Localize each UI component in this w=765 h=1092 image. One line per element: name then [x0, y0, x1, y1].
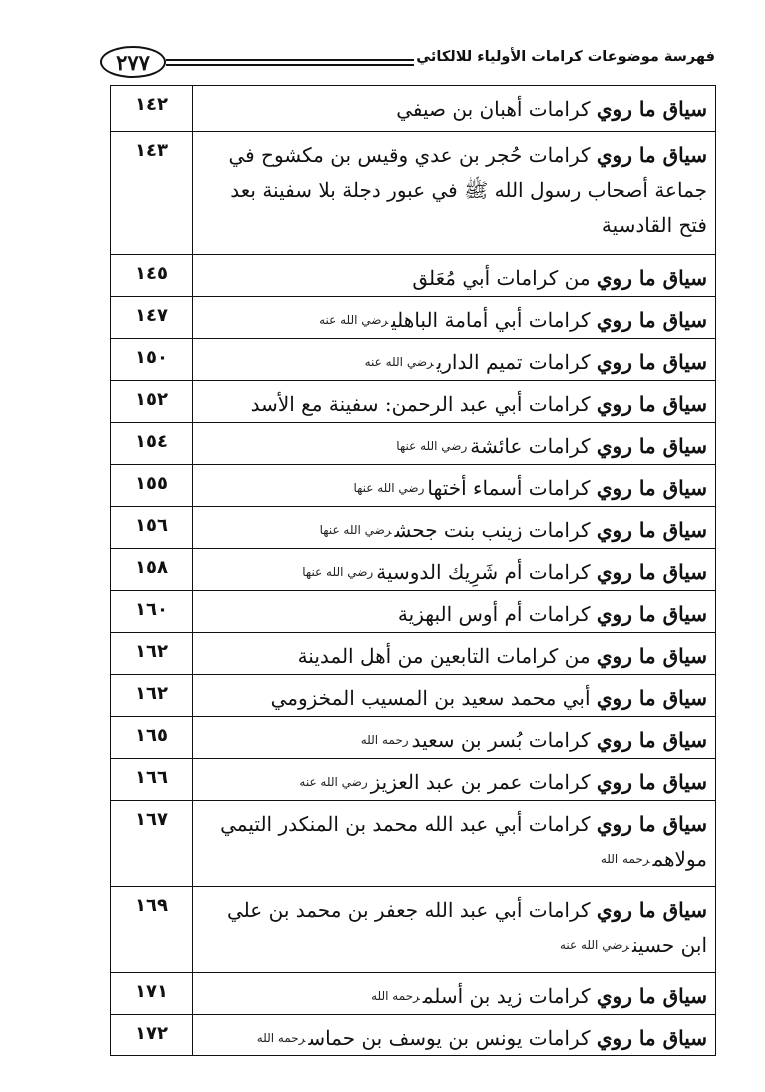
- entry-page-number: ١٥٠: [111, 339, 193, 380]
- entry-page-number: ١٧٢: [111, 1015, 193, 1055]
- entry-title: [193, 759, 715, 800]
- table-row: [111, 339, 715, 381]
- entry-lead: سياق ما روي: [596, 560, 707, 584]
- entry-text: كرامات أبي عبد الرحمن: سفينة مع الأسد: [250, 392, 597, 416]
- honorific-glyph: رضي الله عنها: [319, 523, 392, 537]
- entry-page-number: ١٦٧: [111, 801, 193, 886]
- table-row: [111, 255, 715, 297]
- entry-text: من كرامات أبي مُعَلق: [412, 266, 597, 290]
- entry-page-number: ١٤٧: [111, 297, 193, 338]
- entry-text: كرامات عائشة: [470, 434, 597, 458]
- entry-text: كرامات زينب بنت جحش: [394, 518, 597, 542]
- entry-text: كرامات عمر بن عبد العزيز: [370, 770, 597, 794]
- table-row: [111, 465, 715, 507]
- entry-lead: سياق ما روي: [596, 308, 707, 332]
- entry-lead: سياق ما روي: [596, 602, 707, 626]
- entry-title: [193, 675, 715, 716]
- entry-lead: سياق ما روي: [596, 350, 707, 374]
- entry-title: [193, 423, 715, 464]
- entry-page-number: ١٦٢: [111, 633, 193, 674]
- honorific-glyph: رضي الله عنه: [299, 775, 368, 789]
- entry-text: كرامات أم شَرِيك الدوسية: [376, 560, 597, 584]
- entry-lead: سياق ما روي: [596, 898, 707, 922]
- contents-table: [110, 85, 716, 1056]
- header-rule: [166, 59, 414, 66]
- entry-page-number: ١٦٢: [111, 675, 193, 716]
- page-header: [100, 46, 715, 80]
- entry-page-number: ١٤٢: [111, 86, 193, 131]
- entry-title: [193, 973, 715, 1014]
- entry-title: [193, 1015, 715, 1055]
- table-row: [111, 132, 715, 255]
- honorific-glyph: رحمه الله: [256, 1031, 306, 1045]
- entry-page-number: ١٦٩: [111, 887, 193, 972]
- entry-page-number: ١٥٥: [111, 465, 193, 506]
- entry-title: [193, 549, 715, 590]
- honorific-glyph: رضي الله عنها: [353, 481, 425, 495]
- entry-page-number: ١٥٢: [111, 381, 193, 422]
- table-row: [111, 591, 715, 633]
- entry-title: [193, 591, 715, 632]
- entry-lead: سياق ما روي: [596, 434, 707, 458]
- entry-text: كرامات زيد بن أسلم: [422, 984, 597, 1008]
- table-row: [111, 297, 715, 339]
- entry-text: كرامات أبي عبد الله جعفر بن محمد بن علي ابن حسين: [227, 898, 707, 957]
- entry-page-number: ١٦٠: [111, 591, 193, 632]
- table-row: [111, 973, 715, 1015]
- entry-title: [193, 801, 715, 886]
- honorific-glyph: رحمه الله: [600, 852, 650, 866]
- entry-title: [193, 717, 715, 758]
- table-row: [111, 801, 715, 887]
- entry-title: [193, 339, 715, 380]
- entry-title: [193, 633, 715, 674]
- table-row: [111, 759, 715, 801]
- entry-lead: سياق ما روي: [596, 476, 707, 500]
- entry-lead: سياق ما روي: [596, 1026, 707, 1050]
- entry-text: من كرامات التابعين من أهل المدينة: [297, 644, 597, 668]
- entry-text: أبي محمد سعيد بن المسيب المخزومي: [270, 686, 597, 710]
- entry-lead: سياق ما روي: [596, 770, 707, 794]
- entry-text: كرامات أبي أمامة الباهلي: [391, 308, 597, 332]
- honorific-glyph: رضي الله عنه: [364, 355, 434, 369]
- entry-lead: سياق ما روي: [596, 812, 707, 836]
- entry-title: [193, 86, 715, 131]
- table-row: [111, 1015, 715, 1055]
- table-row: [111, 887, 715, 973]
- table-row: [111, 549, 715, 591]
- entry-title: [193, 297, 715, 338]
- honorific-glyph: رحمه الله: [371, 989, 420, 1003]
- entry-page-number: ١٥٦: [111, 507, 193, 548]
- entry-text: كرامات أم أوس البهزية: [397, 602, 597, 626]
- entry-page-number: ١٤٥: [111, 255, 193, 296]
- entry-lead: سياق ما روي: [596, 984, 707, 1008]
- entry-page-number: ١٧١: [111, 973, 193, 1014]
- entry-lead: سياق ما روي: [596, 728, 707, 752]
- entry-text: كرامات أبي عبد الله محمد بن المنكدر التيمي مولاهم: [220, 812, 707, 871]
- entry-lead: سياق ما روي: [596, 518, 707, 542]
- honorific-glyph: رحمه الله: [360, 733, 409, 747]
- entry-lead: سياق ما روي: [596, 266, 707, 290]
- entry-page-number: ١٥٤: [111, 423, 193, 464]
- entry-title: [193, 381, 715, 422]
- table-row: [111, 675, 715, 717]
- entry-lead: سياق ما روي: [596, 644, 707, 668]
- honorific-glyph: رضي الله عنه: [319, 313, 389, 327]
- entry-text: كرامات حُجر بن عدي وقيس بن مكشوح في جماعة أصحاب رسول الله ﷺ في عبور دجلة بلا سفينة بعد فتح القادسية: [228, 143, 707, 237]
- table-row: [111, 381, 715, 423]
- entry-lead: سياق ما روي: [596, 686, 707, 710]
- page-number: ٢٧٧: [100, 46, 166, 78]
- entry-lead: سياق ما روي: [596, 97, 707, 121]
- entry-page-number: ١٦٦: [111, 759, 193, 800]
- entry-page-number: ١٦٥: [111, 717, 193, 758]
- entry-page-number: ١٥٨: [111, 549, 193, 590]
- entry-lead: سياق ما روي: [596, 392, 707, 416]
- entry-text: كرامات تميم الداري: [436, 350, 597, 374]
- entry-text: كرامات يونس بن يوسف بن حماس: [308, 1026, 597, 1050]
- entry-lead: سياق ما روي: [596, 143, 707, 167]
- entry-text: كرامات أسماء أختها: [427, 476, 597, 500]
- table-row: [111, 423, 715, 465]
- entry-title: [193, 507, 715, 548]
- header-title: فهرسة موضوعات كرامات الأولياء للالكائي: [416, 49, 715, 65]
- table-row: [111, 717, 715, 759]
- entry-text: كرامات أهبان بن صيفي: [396, 97, 597, 121]
- entry-page-number: ١٤٣: [111, 132, 193, 254]
- table-row: [111, 507, 715, 549]
- honorific-glyph: رضي الله عنها: [302, 565, 374, 579]
- honorific-glyph: رضي الله عنها: [396, 439, 468, 453]
- entry-text: كرامات بُسر بن سعيد: [411, 728, 597, 752]
- table-row: [111, 86, 715, 132]
- honorific-glyph: رضي الله عنه: [559, 938, 630, 952]
- entry-title: [193, 132, 715, 254]
- entry-title: [193, 465, 715, 506]
- entry-title: [193, 255, 715, 296]
- table-row: [111, 633, 715, 675]
- entry-title: [193, 887, 715, 972]
